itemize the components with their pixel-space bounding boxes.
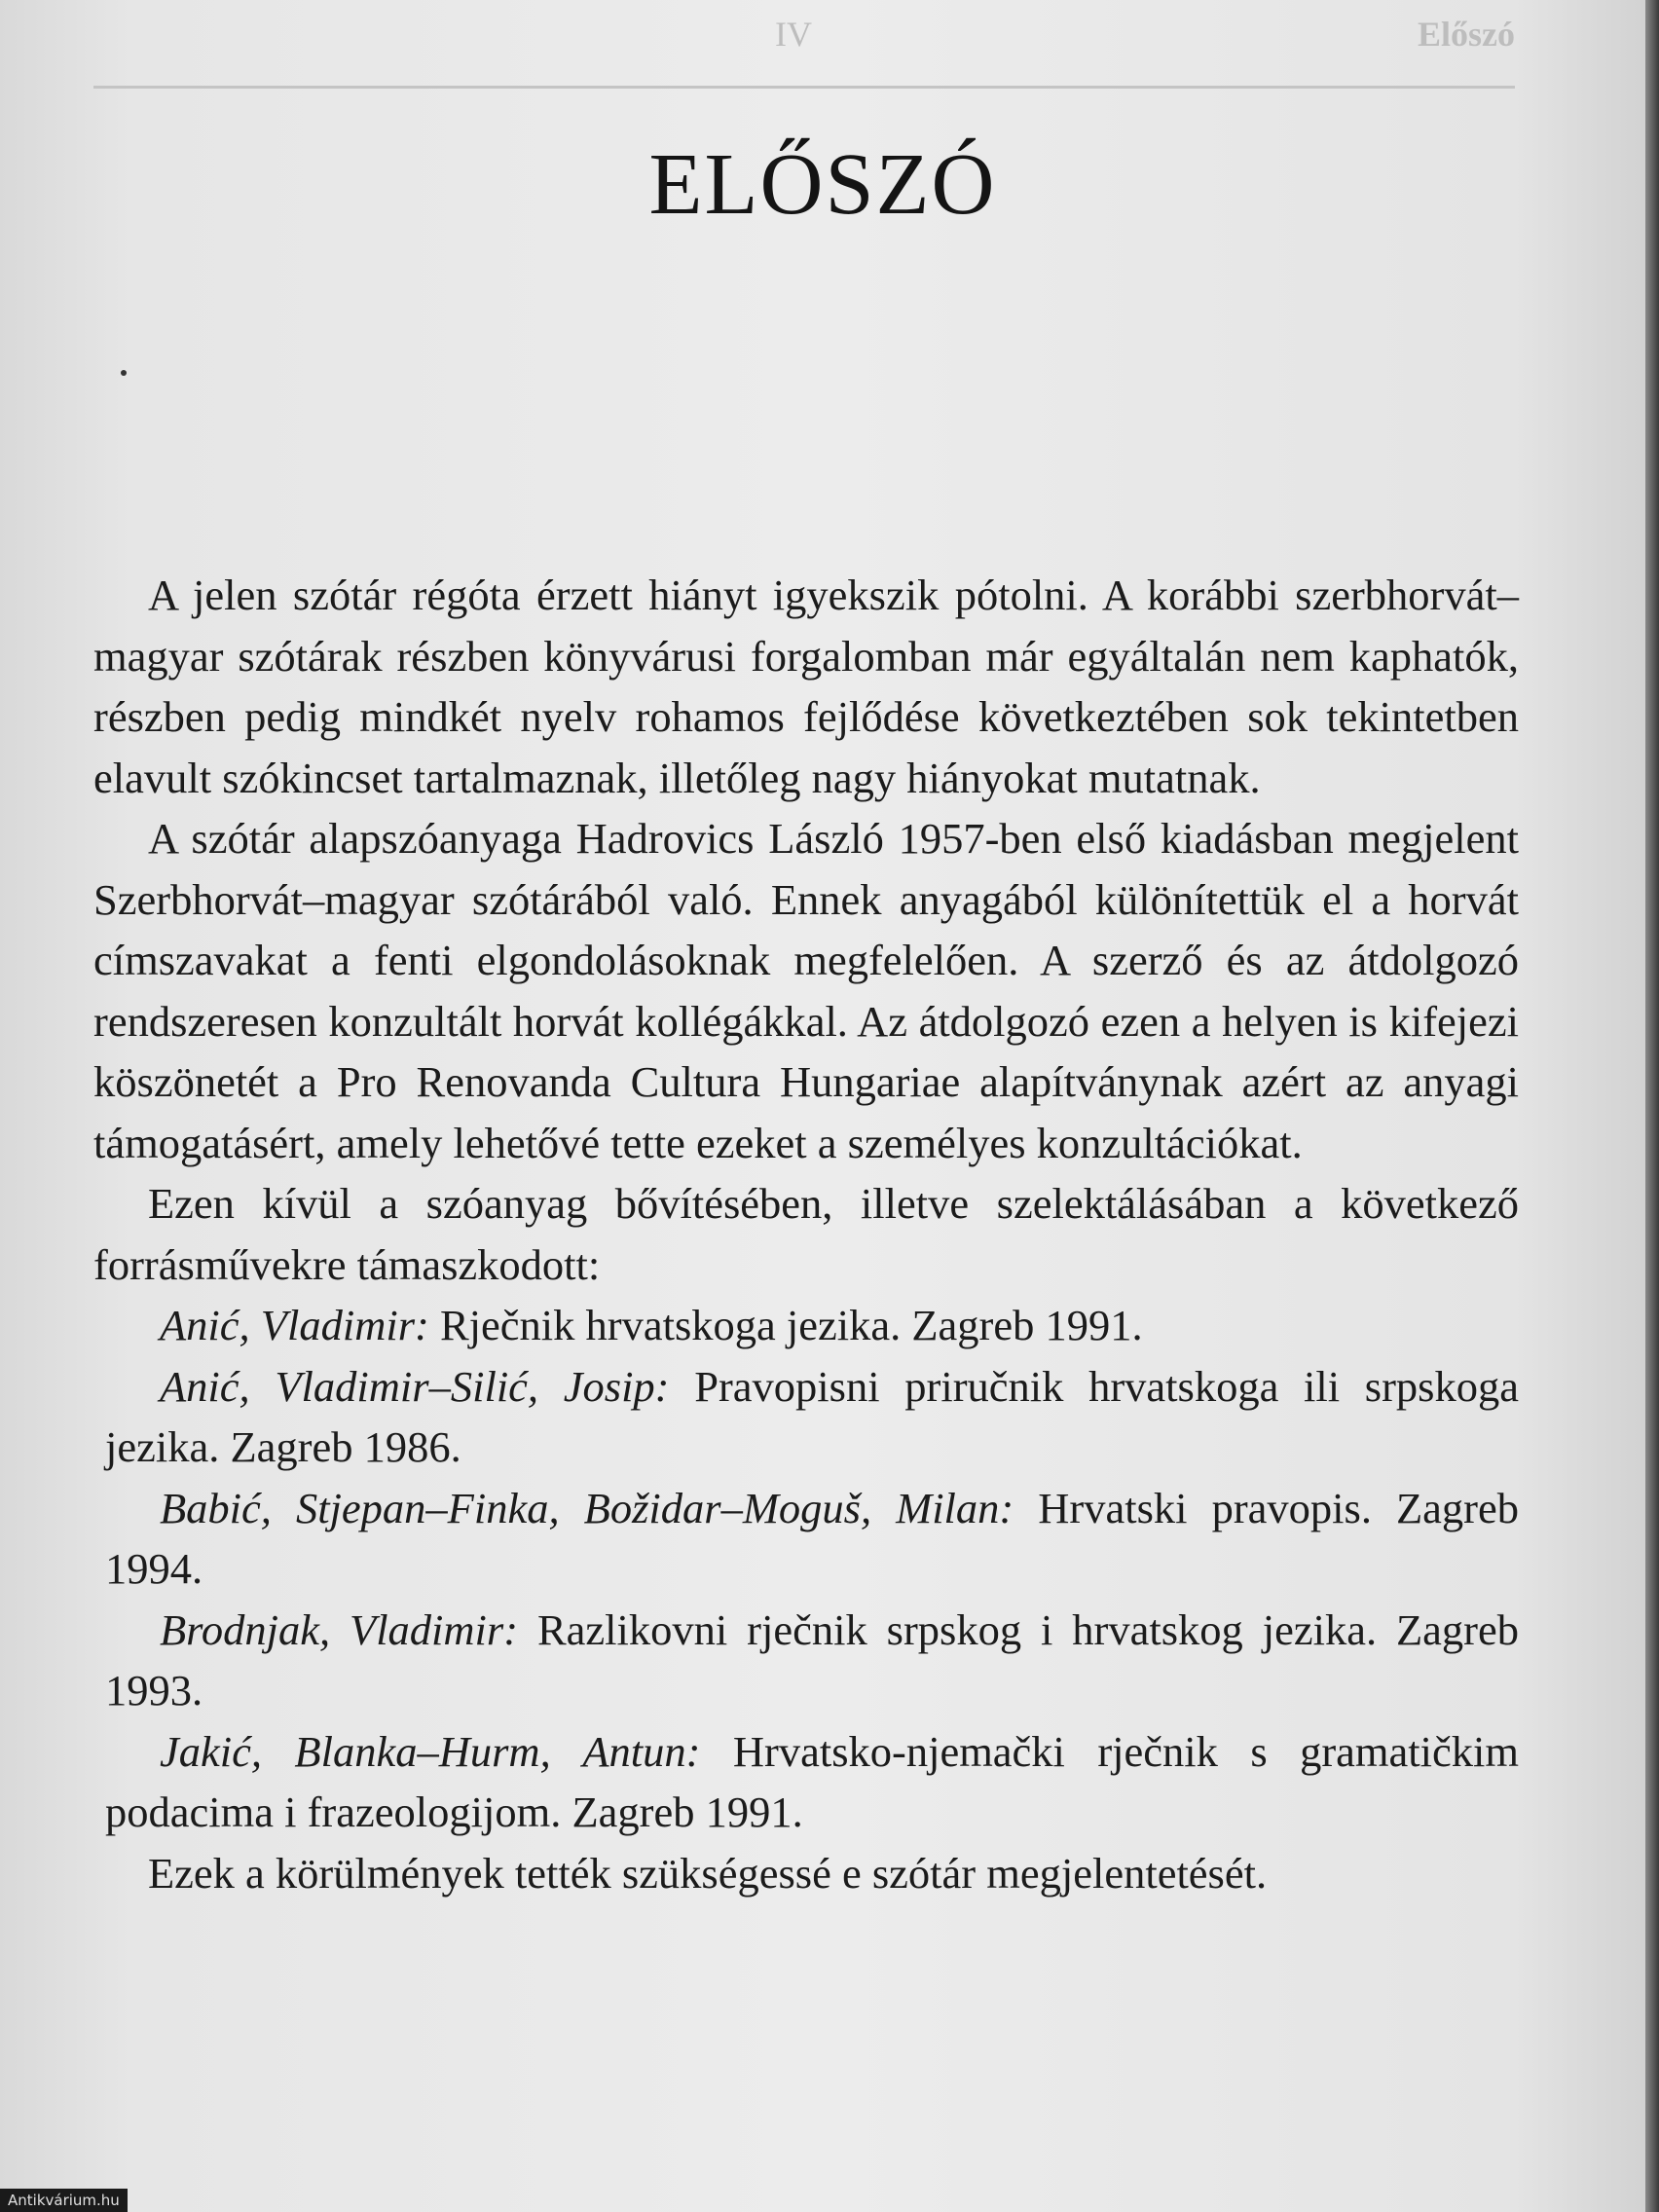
ghost-page-number: IV (775, 15, 812, 54)
reference-work: Pravopisni priručnik hrvatskoga ili srpskoga jezika. Zagreb 1986. (105, 1361, 1520, 1471)
reference-work: Hrvatski pravopis. Zagreb 1994. (105, 1483, 1519, 1593)
preface-body (93, 565, 1519, 1903)
reference-work: Hrvatsko-njemački rječnik s gramatičkim podacima i frazeologijom. Zagreb 1991. (105, 1726, 1519, 1836)
reference-work: Razlikovni rječnik srpskog i hrvatskog jezika. Zagreb 1993. (105, 1604, 1519, 1714)
reference-item (93, 1478, 1519, 1600)
reference-work: Rječnik hrvatskoga jezika. Zagreb 1991. (428, 1301, 1143, 1349)
reference-item (93, 1600, 1519, 1721)
reference-item (93, 1356, 1519, 1478)
ink-speck (121, 370, 127, 376)
reference-item (93, 1721, 1519, 1843)
paragraph-3: Ezen kívül a szóanyag bővítésében, illetve szelektálásában a következő forrásművekre támaszkodott: (93, 1179, 1519, 1289)
reference-author: Anić, Vladimir–Silić, Josip: (160, 1361, 670, 1411)
bleed-through-header (93, 14, 1515, 62)
paragraph-1: A jelen szótár régóta érzett hiányt igyekszik pótolni. A korábbi szerbhorvát–magyar szótárak részben könyvárusi forgalomban már egyáltalán nem kaphatók, részben pedig mindkét nyelv rohamos fejlődése következtében sok tekintetben elavult szókincset tartalmaznak, illetőleg nagy hiányokat mutatnak. (93, 571, 1519, 802)
reference-author: Brodnjak, Vladimir: (160, 1604, 519, 1654)
header-rule (93, 86, 1515, 89)
reference-author: Anić, Vladimir: (160, 1301, 429, 1349)
reference-author: Babić, Stjepan–Finka, Božidar–Moguš, Milan: (160, 1483, 1014, 1532)
book-spine-shadow (1645, 0, 1659, 2212)
reference-item (93, 1295, 1519, 1356)
reference-author: Jakić, Blanka–Hurm, Antun: (160, 1726, 701, 1776)
ghost-running-head: Előszó (1417, 15, 1515, 54)
watermark: Antikvárium.hu (0, 2189, 128, 2212)
closing-paragraph: Ezek a körülmények tették szükségessé e szótár megjelentetését. (148, 1848, 1268, 1898)
paragraph-2: A szótár alapszóanyaga Hadrovics László 1957-ben első kiadásban megjelent Szerbhorvát–magyar szótárából való. Ennek anyagából különítettük el a horvát címszavakat a fenti elgondolásoknak megfelelően. A szerző és az átdolgozó rendszeresen konzultált horvát kollégákkal. Az átdolgozó ezen a helyen is kifejezi köszönetét a Pro Renovanda Cultura Hungariae alapítványnak azért az anyagi támogatásért, amely lehetővé tette ezeket a személyes konzultációkat. (93, 814, 1519, 1167)
page-title: ELŐSZÓ (648, 136, 997, 233)
